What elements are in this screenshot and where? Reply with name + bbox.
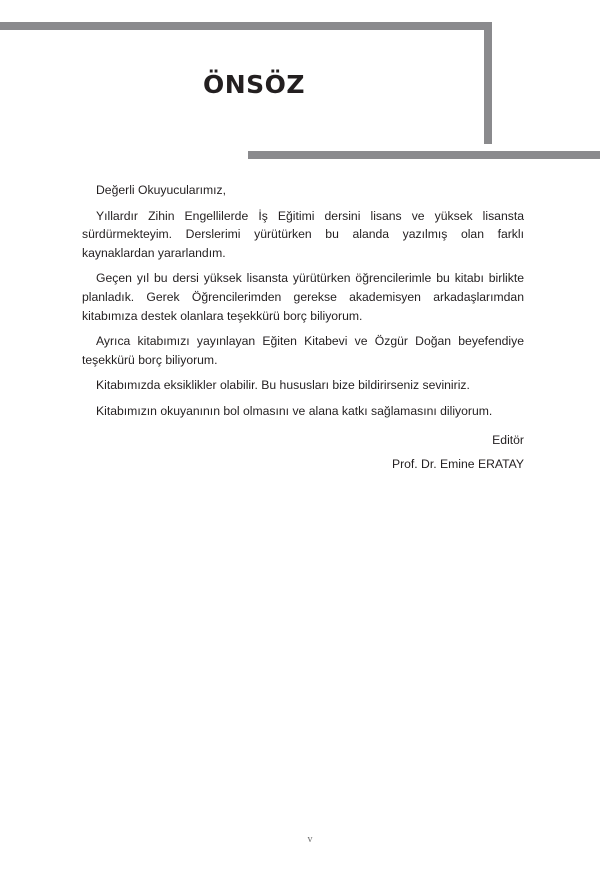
page-number: v (307, 834, 313, 845)
page-title: ÖNSÖZ (202, 70, 306, 99)
paragraph: Kitabımızın okuyanının bol olmasını ve alana katkı sağlamasını diliyorum. (96, 403, 493, 418)
preface-body (82, 181, 524, 474)
signature-role: Editör (492, 432, 524, 447)
signature-name: Prof. Dr. Emine ERATAY (391, 457, 524, 472)
title-frame-bottom (248, 151, 600, 159)
paragraph: Kitabımızda eksiklikler olabilir. Bu hususları bize bildirirseniz seviniriz. (96, 378, 470, 393)
paragraph: Ayrıca kitabımızı yayınlayan Eğiten Kitabevi ve Özgür Doğan beyefendiye teşekkürü borç biliyorum. (82, 334, 524, 367)
paragraph: Yıllardır Zihin Engellilerde İş Eğitimi dersini lisans ve yüksek lisansta sürdürmekteyim. Derslerimi yürütürken bu alanda yazılmış olan farklı kaynaklardan yararlandım. (82, 208, 524, 260)
title-frame-top (0, 22, 490, 30)
paragraph: Geçen yıl bu dersi yüksek lisansta yürütürken öğrencilerimle bu kitabı birlikte planladık. Gerek Öğrencilerimden gerekse akademisyen arkadaşlarımdan kitabımıza destek olanlara teşekkürü borç biliyorum. (82, 271, 524, 323)
salutation: Değerli Okuyucularımız, (96, 183, 227, 197)
